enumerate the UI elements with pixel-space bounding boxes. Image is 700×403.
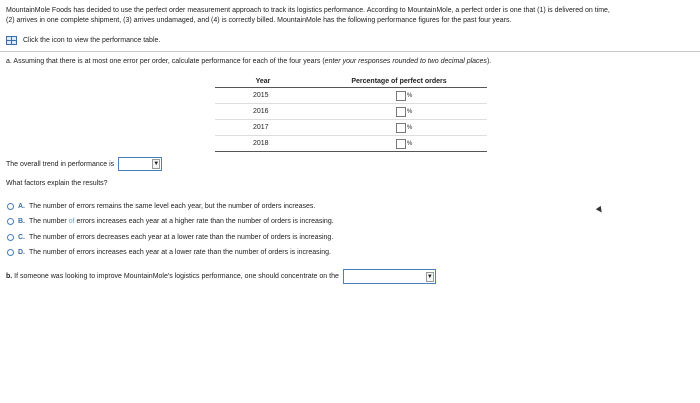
option-a[interactable] [7,203,315,210]
header-year: Year [215,76,311,88]
percent-unit: % [407,92,413,99]
option-c[interactable] [7,234,333,241]
question-a-prefix: a. Assuming that there is at most one error per order, calculate performance for each of the four years ( [6,58,325,65]
table-row [215,136,487,152]
radio-button[interactable] [7,234,14,241]
percent-unit: % [407,124,413,131]
option-letter: D. [18,249,25,256]
radio-button[interactable] [7,249,14,256]
question-b-label [6,273,339,280]
option-letter: B. [18,218,25,225]
intro-line-2: (2) arrives in one complete shipment, (3) arrives undamaged, and (4) is correctly billed. MountainMole has the following performance figures for the past four years. [6,17,512,24]
table-grid-icon[interactable] [6,36,17,45]
table-row [215,88,487,104]
option-text[interactable]: The number of errors remains the same level each year, but the number of orders increases. [29,203,316,210]
section-divider [0,51,700,52]
percent-input-2017[interactable] [396,123,406,133]
performance-table [215,76,487,152]
mouse-cursor-icon [596,206,604,214]
question-a-instruction: enter your responses rounded to two decimal places [324,58,487,65]
question-b-number: b. [6,273,13,280]
trend-question [6,157,162,171]
option-letter: C. [18,234,25,241]
option-b[interactable] [7,218,334,225]
factors-question: What factors explain the results? [6,180,108,187]
percent-unit: % [407,108,413,115]
percent-input-2018[interactable] [396,139,406,149]
view-table-label[interactable]: Click the icon to view the performance table. [23,37,161,44]
improvement-select[interactable] [343,269,436,284]
radio-button[interactable] [7,203,14,210]
table-row [215,120,487,136]
question-a-suffix: ). [486,58,492,65]
table-row [215,104,487,120]
trend-select[interactable] [118,157,162,171]
option-text[interactable] [29,218,334,225]
question-b-text: If someone was looking to improve MountainMole's logistics performance, one should concentrate on the [12,273,339,280]
option-letter: A. [18,203,25,210]
option-text-post: errors increases each year at a higher rate than the number of orders is increasing. [74,218,334,225]
percent-unit: % [407,140,413,147]
year-cell: 2015 [215,88,311,104]
percent-input-2016[interactable] [396,107,406,117]
header-percentage: Percentage of perfect orders [311,76,487,88]
year-cell: 2017 [215,120,311,136]
intro-line-1: MountainMole Foods has decided to use the perfect order measurement approach to track its logistics performance. According to MountainMole, a perfect order is one that (1) is delivered on time, [6,7,610,14]
option-text-muted: of [68,218,75,225]
chevron-down-icon[interactable]: ▼ [153,161,160,167]
radio-button[interactable] [7,218,14,225]
view-table-link[interactable] [6,36,160,45]
option-text[interactable]: The number of errors increases each year at a lower rate than the number of orders is increasing. [29,249,331,256]
year-cell: 2018 [215,136,311,152]
option-text[interactable]: The number of errors decreases each year at a lower rate than the number of orders is increasing. [29,234,334,241]
percent-input-2015[interactable] [396,91,406,101]
option-d[interactable] [7,249,331,256]
option-text-pre: The number [29,218,69,225]
chevron-down-icon[interactable]: ▼ [426,273,433,280]
trend-label: The overall trend in performance is [6,160,115,168]
problem-intro [6,6,610,26]
year-cell: 2016 [215,104,311,120]
question-b [6,269,436,284]
question-a [6,58,491,65]
